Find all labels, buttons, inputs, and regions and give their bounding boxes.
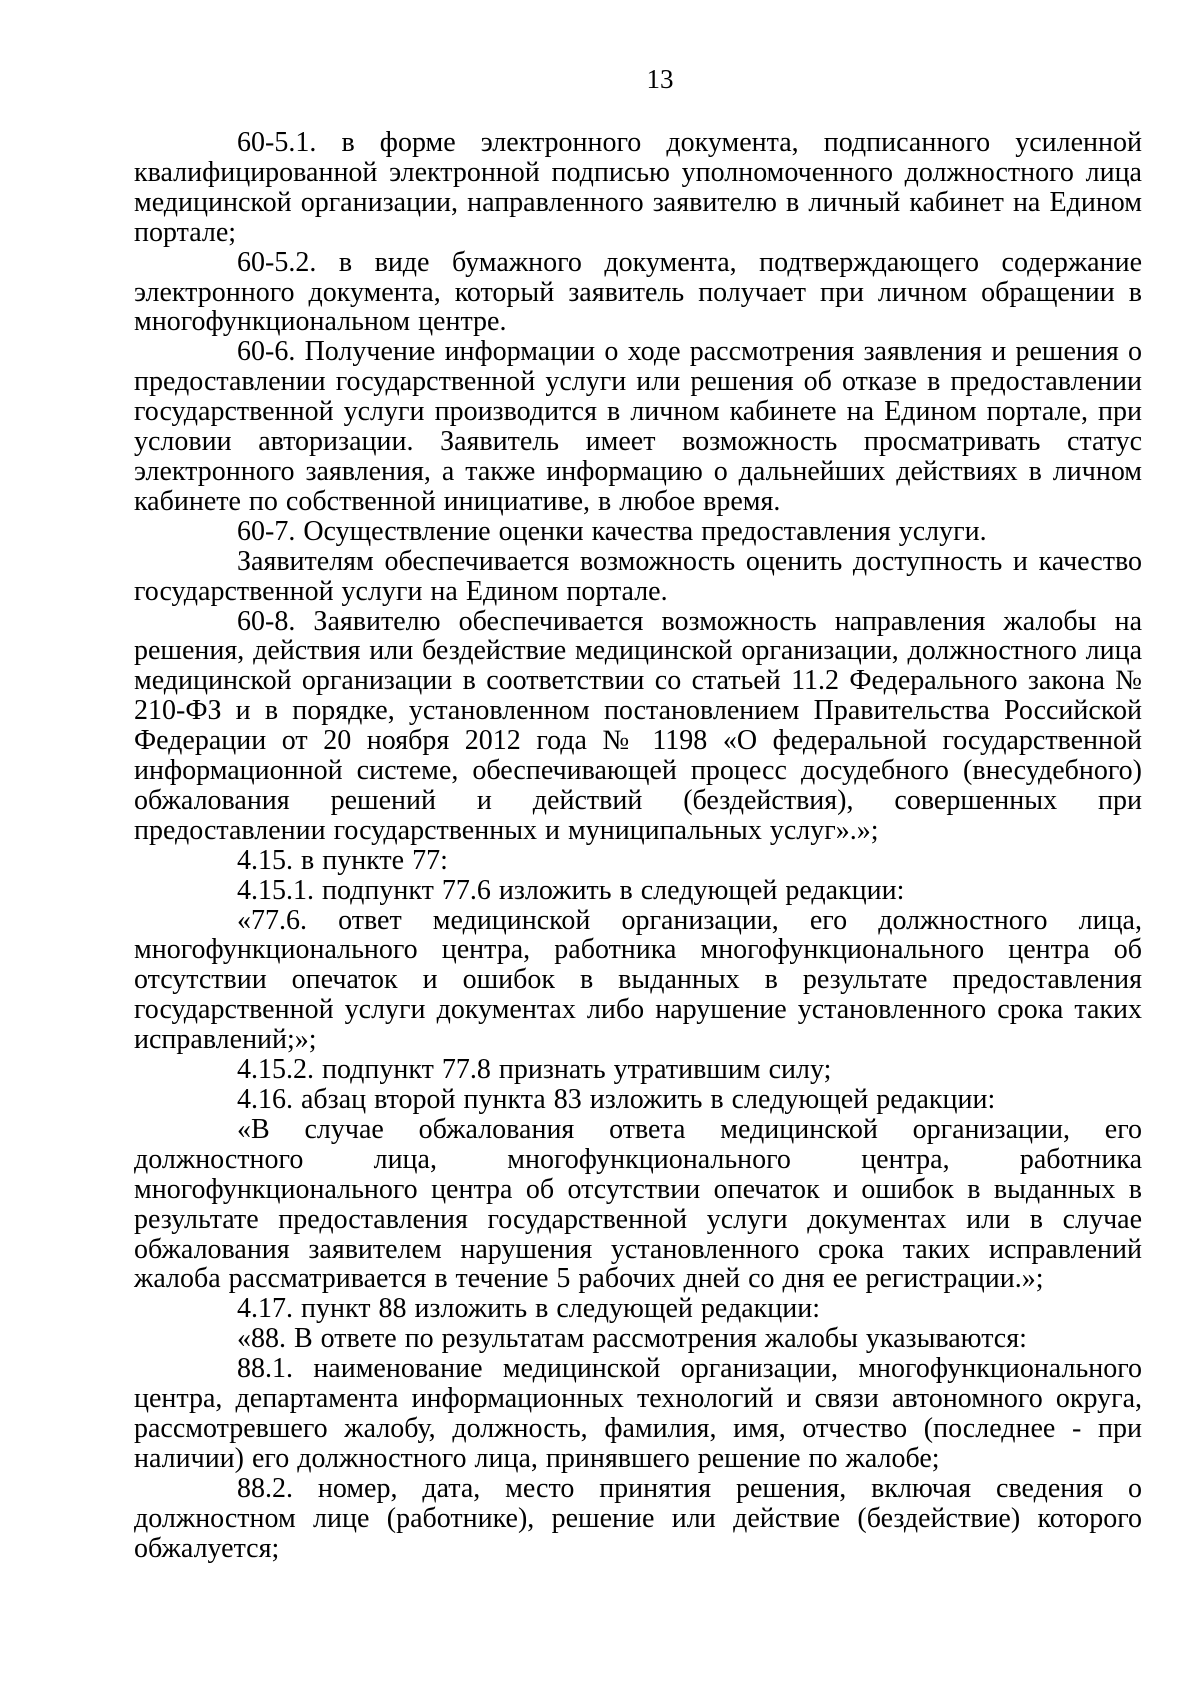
paragraph-88: «88. В ответе по результатам рассмотрения жалобы указываются: — [237, 1323, 1027, 1355]
page-number: 13 — [646, 64, 674, 94]
paragraph-4-16: 4.16. абзац второй пункта 83 изложить в следующей редакции: — [237, 1084, 996, 1115]
paragraph-60-6: 60-6. Получение информации о ходе рассмотрения заявления и решения о предоставлении государственной услуги или решения об отказе в предоставлении государственной услуги производится в личном кабинете на Едином портале, при условии авторизации. Заявитель имеет возможность просматривать статус электронного заявления, а также информацию о дальнейших действиях в личном кабинете по собственной инициативе, в любое время. — [134, 336, 1142, 517]
document-body — [134, 128, 1142, 1564]
paragraph-4-15-2: 4.15.2. подпункт 77.8 признать утратившим силу; — [237, 1054, 832, 1086]
paragraph-60-7: 60-7. Осуществление оценки качества предоставления услуги. — [237, 515, 987, 547]
paragraph-88-1: 88.1. наименование медицинской организации, многофункционального центра, департамента информационных технологий и связи автономного округа, рассмотревшего жалобу, должность, фамилия, имя, отчество (последнее - при наличии) его должностного лица, принявшего решение по жалобе; — [134, 1353, 1142, 1474]
paragraph-77-6: «77.6. ответ медицинской организации, его должностного лица, многофункционального центра, работника многофункционального центра об отсутствии опечаток и ошибок в выданных в результате предоставления государственной услуги документах либо нарушение установленного срока таких исправлений;»; — [134, 904, 1142, 1056]
paragraph-60-5-1: 60-5.1. в форме электронного документа, подписанного усиленной квалифицированной электронной подписью уполномоченного должностного лица медицинской организации, направленного заявителю в личный кабинет на Едином портале; — [134, 127, 1142, 248]
paragraph-88-2: 88.2. номер, дата, место принятия решения, включая сведения о должностном лице (работнике), решение или действие (бездействие) которого обжалуется; — [134, 1472, 1142, 1564]
paragraph-83-second: «В случае обжалования ответа медицинской организации, его должностного лица, многофункционального центра, работника многофункционального центра об отсутствии опечаток и ошибок в выданных в результате предоставления государственной услуги документах или в случае обжалования заявителем нарушения установленного срока таких исправлений жалоба рассматривается в течение 5 рабочих дней со дня ее регистрации.»; — [134, 1113, 1142, 1295]
paragraph-4-15-1: 4.15.1. подпункт 77.6 изложить в следующей редакции: — [237, 874, 905, 906]
paragraph-60-5-2: 60-5.2. в виде бумажного документа, подтверждающего содержание электронного документа, который заявитель получает при личном обращении в многофункциональном центре. — [134, 246, 1142, 338]
paragraph-60-8: 60-8. Заявителю обеспечивается возможность направления жалобы на решения, действия или бездействие медицинской организации, должностного лица медицинской организации в соответствии со статьей 11.2 Федерального закона № 210-ФЗ и в порядке, установленном постановлением Правительства Российской Федерации от 20 ноября 2012 года № 1198 «О федеральной государственной информационной системе, обеспечивающей процесс досудебного (внесудебного) обжалования решений и действий (бездействия), совершенных при предоставлении государственных и муниципальных услуг».»; — [134, 605, 1142, 846]
paragraph-4-15: 4.15. в пункте 77: — [237, 844, 448, 876]
paragraph-4-17: 4.17. пункт 88 изложить в следующей редакции: — [237, 1293, 820, 1325]
paragraph-60-7-note: Заявителям обеспечивается возможность оценить доступность и качество государственной услуги на Едином портале. — [134, 545, 1142, 607]
